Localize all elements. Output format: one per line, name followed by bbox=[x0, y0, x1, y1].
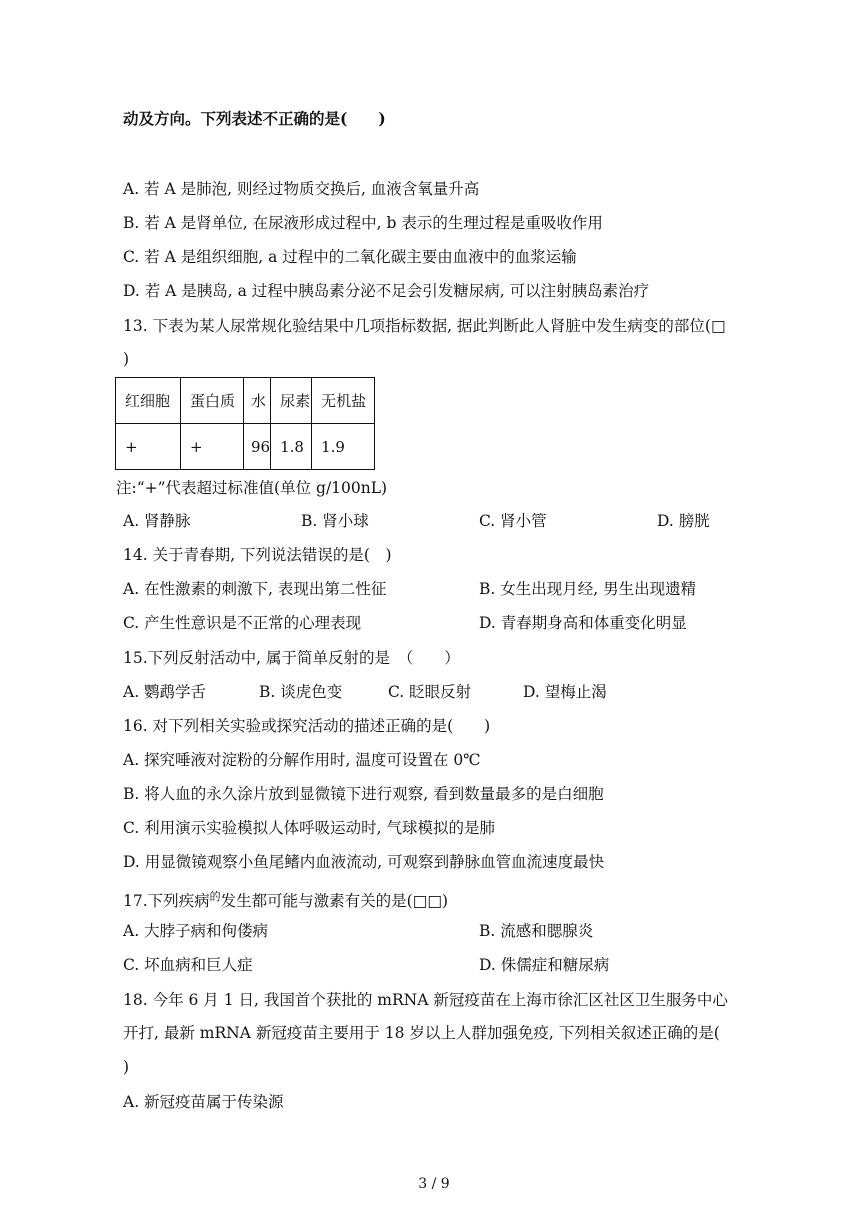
q12-option-a: A. 若 A 是肺泡, 则经过物质交换后, 血液含氧量升高 bbox=[123, 180, 480, 198]
q13-option-c: C. 肾小管 bbox=[479, 512, 547, 530]
q18-option-a: A. 新冠疫苗属于传染源 bbox=[123, 1093, 284, 1111]
table-cell: + bbox=[181, 424, 244, 470]
q14-stem: 14. 关于青春期, 下列说法错误的是( ) bbox=[123, 546, 392, 564]
q17-option-d: D. 侏儒症和糖尿病 bbox=[479, 956, 610, 974]
table-cell: 1.9 bbox=[312, 424, 375, 470]
q14-option-d: D. 青春期身高和体重变化明显 bbox=[479, 614, 687, 632]
table-header-cell: 尿素 bbox=[271, 378, 312, 424]
q13-note: 注:“+”代表超过标准值(单位 g/100nL) bbox=[116, 479, 388, 497]
table-header-cell: 红细胞 bbox=[116, 378, 181, 424]
q16-option-b: B. 将人血的永久涂片放到显微镜下进行观察, 看到数量最多的是白细胞 bbox=[123, 785, 604, 803]
q18-stem-end: ) bbox=[123, 1058, 130, 1076]
q17-stem bbox=[123, 886, 448, 912]
q16-option-a: A. 探究唾液对淀粉的分解作用时, 温度可设置在 0℃ bbox=[123, 751, 481, 769]
table-header-cell: 蛋白质 bbox=[181, 378, 244, 424]
q12-option-d: D. 若 A 是胰岛, a 过程中胰岛素分泌不足会引发糖尿病, 可以注射胰岛素治疗 bbox=[123, 282, 650, 300]
q16-option-d: D. 用显微镜观察小鱼尾鳍内血液流动, 可观察到静脉血管血流速度最快 bbox=[123, 853, 605, 871]
q17-stem-part2: 发生都可能与激素有关的是(□□) bbox=[220, 892, 449, 911]
table-row bbox=[116, 424, 375, 470]
q14-option-a: A. 在性激素的刺激下, 表现出第二性征 bbox=[123, 580, 387, 598]
q16-option-c: C. 利用演示实验模拟人体呼吸运动时, 气球模拟的是肺 bbox=[123, 819, 496, 837]
q17-option-b: B. 流感和腮腺炎 bbox=[479, 922, 594, 940]
table-cell: 1.8 bbox=[271, 424, 312, 470]
q15-option-a: A. 鹦鹉学舌 bbox=[123, 683, 207, 701]
q13-stem: 13. 下表为某人尿常规化验结果中几项指标数据, 据此判断此人肾脏中发生病变的部位(□ bbox=[123, 317, 726, 335]
continuation-text: 动及方向。下列表述不正确的是( ) bbox=[123, 109, 386, 128]
q15-option-b: B. 谈虎色变 bbox=[259, 683, 343, 701]
page-number: 3 / 9 bbox=[418, 1176, 450, 1192]
q14-option-b: B. 女生出现月经, 男生出现遗精 bbox=[479, 580, 697, 598]
q15-stem: 15.下列反射活动中, 属于简单反射的是 （ ） bbox=[123, 649, 460, 667]
q13-option-d: D. 膀胱 bbox=[657, 512, 710, 530]
q17-stem-superscript: 的 bbox=[209, 890, 221, 903]
q15-option-d: D. 望梅止渴 bbox=[523, 683, 607, 701]
table-header-cell: 水 bbox=[244, 378, 271, 424]
table-header-cell: 无机盐 bbox=[312, 378, 375, 424]
q17-option-c: C. 坏血病和巨人症 bbox=[123, 956, 253, 974]
q12-option-b: B. 若 A 是肾单位, 在尿液形成过程中, b 表示的生理过程是重吸收作用 bbox=[123, 214, 603, 232]
q18-stem-cont: 开打, 最新 mRNA 新冠疫苗主要用于 18 岁以上人群加强免疫, 下列相关叙述正确的是( bbox=[123, 1024, 720, 1042]
q13-option-a: A. 肾静脉 bbox=[123, 512, 191, 530]
q17-stem-part1: 17.下列疾病 bbox=[123, 892, 210, 911]
q13-stem-cont: ) bbox=[123, 350, 130, 368]
q14-option-c: C. 产生性意识是不正常的心理表现 bbox=[123, 614, 362, 632]
urine-test-table bbox=[115, 377, 375, 470]
table-cell: 96 bbox=[244, 424, 271, 470]
q17-option-a: A. 大脖子病和佝偻病 bbox=[123, 922, 269, 940]
q13-option-b: B. 肾小球 bbox=[301, 512, 369, 530]
q18-stem: 18. 今年 6 月 1 日, 我国首个获批的 mRNA 新冠疫苗在上海市徐汇区社区卫生服务中心 bbox=[123, 991, 728, 1009]
q16-stem: 16. 对下列相关实验或探究活动的描述正确的是( ) bbox=[123, 717, 491, 735]
table-cell: + bbox=[116, 424, 181, 470]
q12-option-c: C. 若 A 是组织细胞, a 过程中的二氧化碳主要由血液中的血浆运输 bbox=[123, 248, 577, 266]
q15-option-c: C. 眨眼反射 bbox=[388, 683, 472, 701]
table-header-row bbox=[116, 378, 375, 424]
